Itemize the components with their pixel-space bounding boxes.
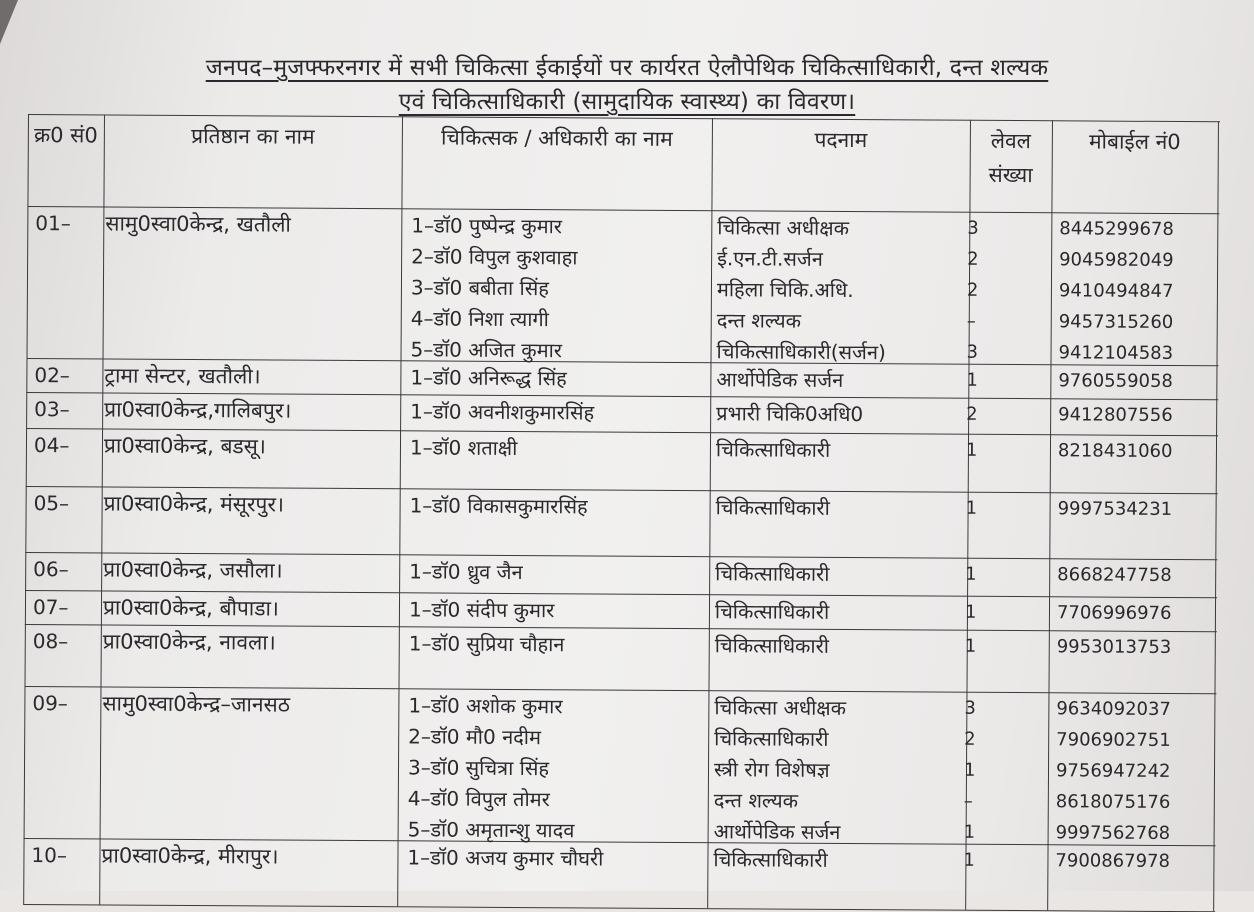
designation: चिकित्साधिकारी <box>714 726 829 751</box>
doctor-name: 1–डॉ0 संदीप कुमार <box>408 597 555 623</box>
mobile-number: 9634092037 <box>1056 698 1171 720</box>
page-corner-shadow <box>0 0 18 44</box>
institution-name: ट्रामा सेन्टर, खतौली। <box>104 363 261 389</box>
mobile-number: 8668247758 <box>1057 564 1172 586</box>
doctor-name: 1–डॉ0 पुष्पेन्द्र कुमार <box>411 213 563 239</box>
designation: चिकित्साधिकारी <box>715 561 830 586</box>
doctor-name: 2–डॉ0 मौ0 नदीम <box>408 724 542 750</box>
designation: चिकित्साधिकारी <box>714 599 830 624</box>
doctor-name: 1–डॉ0 शताक्षी <box>409 435 518 460</box>
doctor-name: 3–डॉ0 सुचित्रा सिंह <box>407 755 550 781</box>
mobile-number: 9410494847 <box>1058 280 1174 303</box>
serial-number: 10– <box>31 843 67 868</box>
mobile-number: 9457315260 <box>1058 311 1174 333</box>
doctor-name: 1–डॉ0 अनिरूद्ध सिंह <box>410 365 567 391</box>
table-column-divider <box>707 118 713 908</box>
designation: प्रभारी चिकि0अधि0 <box>716 401 864 427</box>
doctor-name: 5–डॉ0 अजित कुमार <box>410 337 563 363</box>
level-number: 1 <box>963 849 975 871</box>
level-number: 2 <box>966 403 978 425</box>
serial-number: 08– <box>32 629 69 654</box>
serial-number: 09– <box>32 691 68 716</box>
mobile-number: 7900867978 <box>1055 850 1171 872</box>
serial-number: 04– <box>33 433 70 458</box>
doctor-name: 1–डॉ0 विकासकुमारसिंह <box>409 493 588 519</box>
level-number: 2 <box>966 279 979 301</box>
doctor-name: 4–डॉ0 विपुल तोमर <box>407 786 550 812</box>
mobile-number: 9045982049 <box>1059 249 1174 272</box>
level-number: 1 <box>963 759 976 781</box>
level-number: 2 <box>964 728 976 750</box>
mobile-number: 7906902751 <box>1056 729 1171 751</box>
mobile-number: 8618075176 <box>1055 791 1171 813</box>
level-number: 3 <box>966 341 979 363</box>
mobile-number: 9412807556 <box>1058 404 1173 426</box>
level-number: – <box>966 310 976 332</box>
designation: ई.एन.टी.सर्जन <box>717 246 823 271</box>
doctor-name: 1–डॉ0 अजय कुमार चौघरी <box>407 845 604 871</box>
level-number: 1 <box>965 563 977 585</box>
designation: चिकित्सा अधीक्षक <box>714 695 847 721</box>
header-institution-name: प्रतिष्ठान का नाम <box>191 123 315 149</box>
mobile-number: 9412104583 <box>1058 342 1174 364</box>
title-line-2-text: एवं चिकित्साधिकारी (सामुदायिक स्वास्थ्य) का विवरण। <box>398 89 856 115</box>
designation: चिकित्सा अधीक्षक <box>717 215 850 241</box>
serial-number: 01– <box>35 211 71 236</box>
institution-name: प्रा0स्वा0केन्द्र, बडसू। <box>103 433 266 459</box>
document-title-line-2 <box>0 84 1254 116</box>
doctor-name: 4–डॉ0 निशा त्यागी <box>410 306 549 332</box>
header-serial-number: क्र0 सं0 <box>33 123 98 148</box>
table-column-divider <box>23 114 29 904</box>
institution-name: प्रा0स्वा0केन्द्र, नावला। <box>102 629 276 655</box>
institution-name: सामु0स्वा0केन्द्र–जानसठ <box>102 691 291 717</box>
serial-number: 07– <box>32 595 69 620</box>
designation: दन्त शल्यक <box>713 788 799 813</box>
serial-number: 05– <box>33 491 70 516</box>
doctor-name: 1–डॉ0 सुप्रिया चौहान <box>408 631 565 657</box>
institution-name: प्रा0स्वा0केन्द्र,गालिबपुर। <box>104 397 292 423</box>
doctor-name: 2–डॉ0 विपुल कुशवाहा <box>411 244 578 270</box>
designation: आर्थोपेडिक सर्जन <box>716 367 844 392</box>
designation: चिकित्साधिकारी(सर्जन) <box>716 339 886 365</box>
designation: स्त्री रोग विशेषज्ञ <box>713 757 830 782</box>
designation: चिकित्साधिकारी <box>714 633 830 658</box>
header-mobile-number: मोबाईल नं0 <box>1088 129 1181 155</box>
title-line-1-text: जनपद–मुजफ्फरनगर में सभी चिकित्सा ईकाईयों पर कार्यरत ऐलौपेथिक चिकित्साधिकारी, दन्त शल्यक <box>205 55 1049 81</box>
mobile-number: 9997534231 <box>1057 498 1173 520</box>
institution-name: सामु0स्वा0केन्द्र, खतौली <box>105 211 291 237</box>
institution-name: प्रा0स्वा0केन्द्र, मंसूरपुर। <box>103 491 285 517</box>
level-number: 1 <box>964 635 977 657</box>
institution-name: प्रा0स्वा0केन्द्र, मीरापुर। <box>101 843 279 869</box>
serial-number: 02– <box>34 363 70 388</box>
mobile-number: 8445299678 <box>1059 218 1174 241</box>
staff-table <box>23 114 1220 911</box>
serial-number: 03– <box>34 397 70 422</box>
mobile-number: 8218431060 <box>1057 440 1173 462</box>
level-number: 1 <box>966 369 978 391</box>
table-row-divider <box>23 904 1215 912</box>
mobile-number: 9997562768 <box>1055 822 1171 844</box>
table-column-divider <box>1213 121 1219 911</box>
table-column-divider <box>397 116 403 906</box>
serial-number: 06– <box>33 557 69 582</box>
designation: चिकित्साधिकारी <box>715 437 831 462</box>
level-number: 3 <box>967 217 979 239</box>
doctor-name: 5–डॉ0 अमृतान्शु यादव <box>407 817 575 843</box>
level-number: 3 <box>964 697 976 719</box>
designation: महिला चिकि.अधि. <box>716 277 854 303</box>
designation: आर्थोपेडिक सर्जन <box>713 819 841 844</box>
mobile-number: 9760559058 <box>1058 370 1173 392</box>
mobile-number: 7706996976 <box>1056 602 1172 624</box>
level-number: 1 <box>964 601 977 623</box>
mobile-number: 9756947242 <box>1055 760 1171 782</box>
mobile-number: 9953013753 <box>1056 636 1172 658</box>
level-number: 2 <box>967 248 979 270</box>
table-column-divider <box>1047 120 1053 910</box>
doctor-name: 3–डॉ0 बबीता सिंह <box>410 275 549 301</box>
doctor-name: 1–डॉ0 ध्रुव जैन <box>409 559 523 585</box>
document-title-line-1 <box>0 50 1254 82</box>
level-number: – <box>963 790 973 812</box>
institution-name: प्रा0स्वा0केन्द्र, बौपाडा। <box>102 595 280 621</box>
level-number: 1 <box>963 821 976 843</box>
designation: चिकित्साधिकारी <box>713 847 828 872</box>
header-designation: पदनाम <box>814 127 868 153</box>
designation: चिकित्साधिकारी <box>715 495 830 520</box>
level-number: 1 <box>965 497 978 519</box>
header-doctor-name: चिकित्सक / अधिकारी का नाम <box>440 125 673 151</box>
header-level: लेवल संख्या <box>988 128 1033 188</box>
designation: दन्त शल्यक <box>716 308 802 333</box>
level-number: 1 <box>965 439 978 461</box>
doctor-name: 1–डॉ0 अशोक कुमार <box>408 693 563 719</box>
institution-name: प्रा0स्वा0केन्द्र, जसौला। <box>103 557 283 583</box>
doctor-name: 1–डॉ0 अवनीशकुमारसिंह <box>410 399 595 425</box>
